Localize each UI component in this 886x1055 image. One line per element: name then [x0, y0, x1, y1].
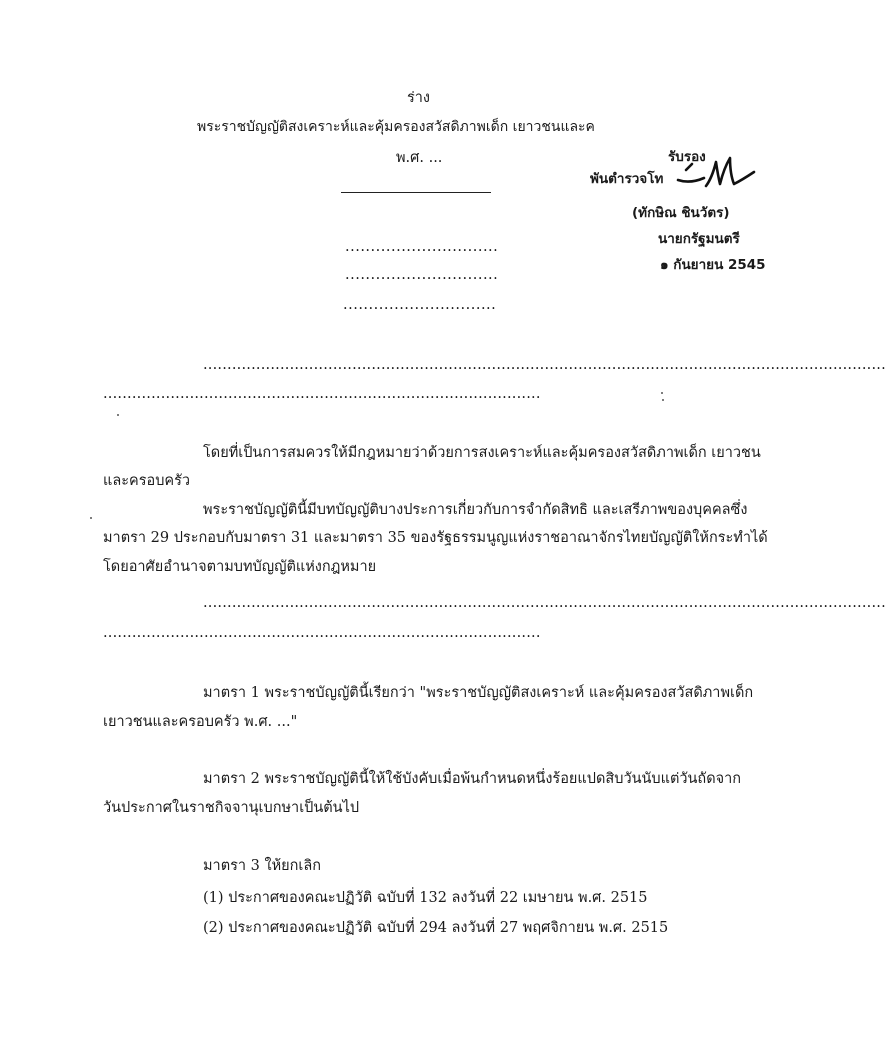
- preamble-line-2: และครอบครัว: [103, 473, 191, 489]
- preamble-line-1: โดยที่เป็นการสมควรให้มีกฎหมายว่าด้วยการสงเคราะห์และคุ้มครองสวัสดิภาพเด็ก เยาวชน: [203, 445, 761, 461]
- section-2-line-2: วันประกาศในราชกิจจานุเบกษาเป็นต้นไป: [103, 800, 360, 816]
- endorser-rank: พันตำรวจโท: [590, 171, 664, 187]
- placeholder-dots-2: ..............................: [345, 267, 499, 283]
- approved-label: รับรอง: [668, 149, 706, 165]
- section-1-line-1: มาตรา 1 พระราชบัญญัตินี้เรียกว่า "พระราชบัญญัติสงเคราะห์ และคุ้มครองสวัสดิภาพเด็ก: [203, 685, 754, 701]
- endorser-name: (ทักษิณ ชินวัตร): [632, 205, 730, 221]
- enact-dots-2: ...........................................................................................: [103, 625, 541, 641]
- endorser-position: นายกรัฐมนตรี: [658, 231, 740, 247]
- rights-clause-line-2: มาตรา 29 ประกอบกับมาตรา 31 และมาตรา 35 ของรัฐธรรมนูญแห่งราชอาณาจักรไทยบัญญัติให้กระทำได้: [103, 530, 768, 546]
- enact-dots-1: ..............................................................................................................................................: [203, 595, 886, 611]
- year-line: พ.ศ. ...: [396, 150, 443, 166]
- preamble-dots-2: ...........................................................................................: [103, 386, 541, 402]
- document-title: พระราชบัญญัติสงเคราะห์และคุ้มครองสวัสดิภาพเด็ก เยาวชนและค: [197, 119, 595, 135]
- section-3-heading: มาตรา 3 ให้ยกเลิก: [203, 858, 322, 874]
- scan-speck: [117, 414, 119, 416]
- section-2-line-1: มาตรา 2 พระราชบัญญัตินี้ให้ใช้บังคับเมื่อพ้นกำหนดหนึ่งร้อยแปดสิบวันนับแต่วันถัดจาก: [203, 771, 742, 787]
- scan-speck: [90, 517, 92, 519]
- preamble-dots-1: ..............................................................................................................................................: [203, 357, 886, 373]
- rights-clause-line-1: พระราชบัญญัตินี้มีบทบัญญัติบางประการเกี่ยวกับการจำกัดสิทธิ และเสรีภาพของบุคคลซึ่ง: [203, 502, 748, 518]
- rights-clause-line-3: โดยอาศัยอำนาจตามบทบัญญัติแห่งกฎหมาย: [103, 559, 377, 575]
- endorsement-date: ๑ กันยายน 2545: [660, 257, 766, 273]
- draft-label: ร่าง: [407, 90, 431, 106]
- section-3-item-2: (2) ประกาศของคณะปฏิวัติ ฉบับที่ 294 ลงวันที่ 27 พฤศจิกายน พ.ศ. 2515: [203, 920, 669, 936]
- signature: [676, 150, 758, 192]
- section-1-line-2: เยาวชนและครอบครัว พ.ศ. ...": [103, 714, 298, 730]
- scan-speck: [661, 392, 663, 394]
- section-3-item-1: (1) ประกาศของคณะปฏิวัติ ฉบับที่ 132 ลงวันที่ 22 เมษายน พ.ศ. 2515: [203, 890, 648, 906]
- placeholder-dots-1: ..............................: [345, 239, 499, 255]
- scan-speck: [662, 399, 664, 401]
- placeholder-dots-3: ..............................: [343, 297, 497, 313]
- title-underline: [341, 192, 491, 193]
